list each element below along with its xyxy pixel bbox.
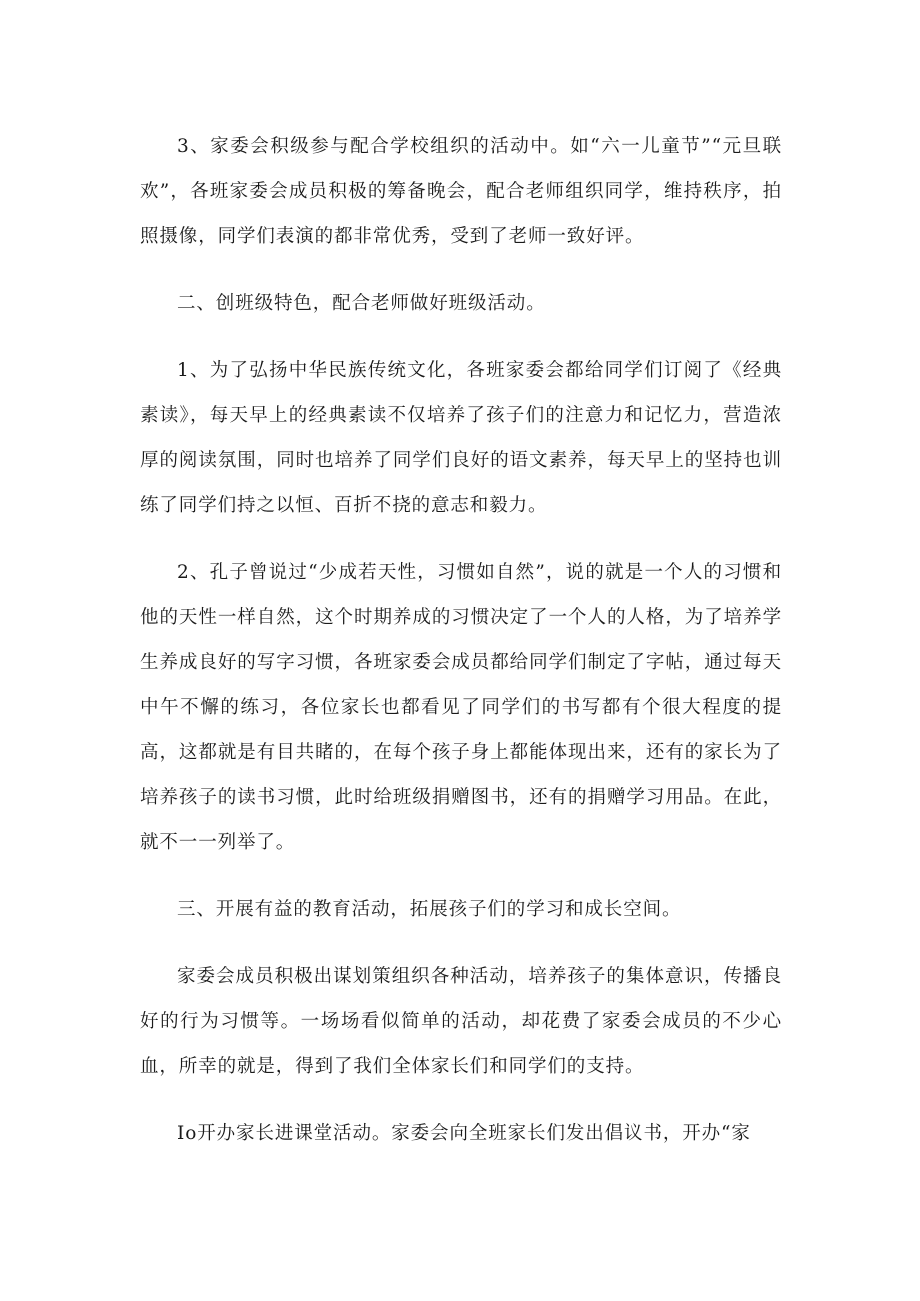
paragraph-committee-activities: 家委会成员积极出谋划策组织各种活动，培养孩子的集体意识，传播良好的行为习惯等。一场场看似简单的活动，却花费了家委会成员的不少心血，所幸的就是，得到了我们全体家长们和同学们的支持。 (140, 966, 782, 1077)
paragraph-classic-reading: 1、为了弘扬中华民族传统文化，各班家委会都给同学们订阅了《经典素读》，每天早上的经典素读不仅培养了孩子们的注意力和记忆力，营造浓厚的阅读氛围，同时也培养了同学们良好的语文素养，每天早上的坚持也训练了同学们持之以恒、百折不挠的意志和毅力。 (140, 360, 782, 516)
paragraph-writing-habits: 2、孔子曾说过“少成若天性，习惯如自然”，说的就是一个人的习惯和他的天性一样自然，这个时期养成的习惯决定了一个人的人格，为了培养学生养成良好的写字习惯，各班家委会成员都给同学们制定了字帖，通过每天中午不懈的练习，各位家长也都看见了同学们的书写都有个很大程度的提高，这都就是有目共睹的，在每个孩子身上都能体现出来，还有的家长为了培养孩子的读书习惯，此时给班级捐赠图书，还有的捐赠学习用品。在此，就不一一列举了。 (140, 562, 782, 853)
section-heading-class-features: 二、创班级特色，配合老师做好班级活动。 (177, 293, 546, 314)
section-heading-education-activities: 三、开展有益的教育活动，拓展孩子们的学习和成长空间。 (177, 899, 682, 920)
document-body (140, 124, 782, 1178)
paragraph-parents-in-class: Io开办家长进课堂活动。家委会向全班家长们发出倡议书，开办“家 (177, 1123, 751, 1144)
paragraph-activity-participation: 3、家委会积级参与配合学校组织的活动中。如“六一儿童节”“元旦联欢”，各班家委会成员积极的筹备晚会，配合老师组织同学，维持秩序，拍照摄像，同学们表演的都非常优秀，受到了老师一致好评。 (140, 136, 782, 247)
